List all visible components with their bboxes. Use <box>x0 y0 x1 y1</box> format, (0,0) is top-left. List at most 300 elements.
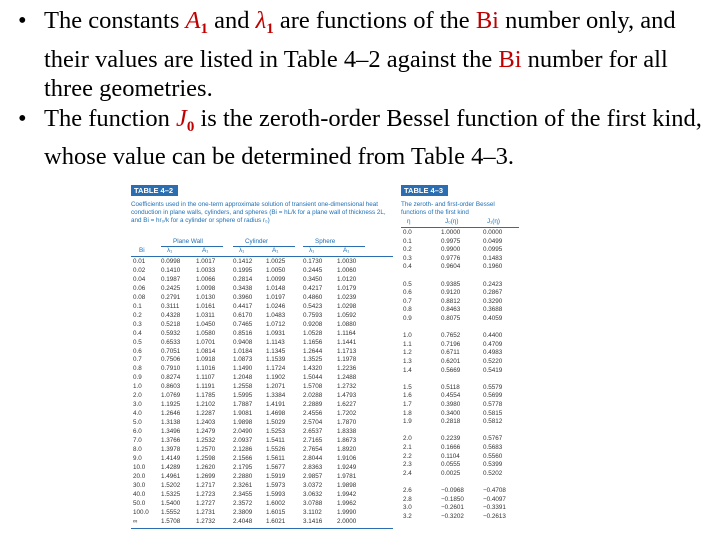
table-cell: 1.1902 <box>266 374 286 382</box>
table-cell: 1.0025 <box>266 258 286 265</box>
table-cell: 0.7506 <box>161 356 181 364</box>
table-cell: 1.2287 <box>196 410 216 418</box>
table-cell: 1.9106 <box>337 454 357 462</box>
table-cell: 1.2732 <box>337 383 357 391</box>
table-cell: 1.6227 <box>337 401 357 409</box>
table-cell: 1.5708 <box>161 517 181 525</box>
table-cell: 1.2717 <box>196 481 216 489</box>
footer-rule <box>131 528 393 529</box>
table-cell: 1.0769 <box>161 392 181 400</box>
table-cell: 1.2570 <box>196 445 216 453</box>
table-cell: 0.2791 <box>161 293 181 301</box>
table-cell: 30.0 <box>133 481 146 489</box>
table-cell: 1.8338 <box>337 428 357 436</box>
table-cell: 1.2699 <box>196 472 216 480</box>
table-cell: 1.9081 <box>233 410 253 418</box>
table-cell: 0.3111 <box>161 302 180 310</box>
table-cell: 2.1566 <box>233 454 253 462</box>
table-cell: 0.4 <box>133 329 142 337</box>
table-cell: 2.2 <box>403 452 412 460</box>
column-header: J₁(η) <box>487 218 500 225</box>
table-cell: 2.9857 <box>303 472 323 480</box>
table-cell: 1.0580 <box>196 329 216 337</box>
table-cell: 1.1107 <box>196 374 215 382</box>
table-cell: 0.9776 <box>441 254 461 262</box>
table-cell: −0.4708 <box>483 487 506 494</box>
table-cell: 1.0873 <box>233 356 253 364</box>
table-cell: 2.2880 <box>233 472 253 480</box>
table-cell: 0.1104 <box>441 452 460 460</box>
table-cell: 1.2732 <box>196 517 216 525</box>
table-cell: 1.0120 <box>337 275 357 283</box>
table-cell: 0.5815 <box>483 409 503 417</box>
column-header: Bi <box>139 247 145 254</box>
bullet-text: are functions of the <box>273 7 476 34</box>
table-cell: 1.5526 <box>266 445 286 453</box>
table-cell: 1.2532 <box>196 437 216 444</box>
table-cell: 1.1925 <box>161 401 181 409</box>
table-cell: 1.1713 <box>337 347 357 355</box>
table-cell: 0.5579 <box>483 383 503 391</box>
table-cell: 2.3 <box>403 461 412 469</box>
table-cell: 1.0098 <box>196 284 216 292</box>
table-cell: −0.2601 <box>441 504 464 512</box>
table-cell: 1.1191 <box>196 383 215 391</box>
table-cell: 1.2488 <box>337 374 357 382</box>
table-cell: 0.2239 <box>441 435 461 443</box>
table-cell: 1.0298 <box>337 302 357 310</box>
table-cell: 0.9 <box>133 374 142 382</box>
table-cell: −0.3391 <box>483 504 506 512</box>
table-cell: 0.6 <box>403 289 412 297</box>
table-cell: 0.0499 <box>483 237 503 245</box>
table-cell: 1.8673 <box>337 437 357 444</box>
table-cell: 0.6711 <box>441 349 460 357</box>
bullet-text: The function <box>44 104 176 132</box>
table-cell: 1.3 <box>403 358 412 365</box>
table-cell: 0.7465 <box>233 320 253 328</box>
table-cell: 1.5708 <box>303 383 323 391</box>
table-cell: 0.1410 <box>161 266 181 274</box>
column-header: A₁ <box>343 247 350 254</box>
table-cell: 0.4983 <box>483 349 503 357</box>
table-cell: −0.2613 <box>483 512 506 520</box>
table-cell: 0.9408 <box>233 338 253 346</box>
table-cell: 0.1 <box>403 237 412 245</box>
table-cell: 0.7593 <box>303 311 323 319</box>
table-cell: 0.4328 <box>161 311 181 319</box>
bullet-item <box>18 6 718 104</box>
table-cell: 0.06 <box>133 284 146 292</box>
table-cell: 1.1656 <box>303 338 323 346</box>
table-cell: 0.3450 <box>303 275 323 283</box>
table-cell: 1.2731 <box>196 508 216 516</box>
table-cell: 0.1483 <box>483 254 503 262</box>
table-cell: 1.2403 <box>196 419 216 427</box>
table-4-2-caption: Coefficients used in the one-term approximate solution of transient one-dimensional heat conduction in plane walls, cylinders, and spheres (Bi = hL/k for a plane wall of thickness 2L, and Bi = hr₀/k for a cylinder or sphere of radius r₀) <box>131 201 386 224</box>
table-cell: 1.7870 <box>337 419 357 427</box>
table-cell: 0.4217 <box>303 284 323 292</box>
table-cell: 2.1795 <box>233 463 253 471</box>
table-cell: 1.1164 <box>337 329 356 337</box>
table-cell: 0.5 <box>133 338 142 346</box>
table-cell: 0.9975 <box>441 237 461 245</box>
table-cell: 3.2 <box>403 512 412 520</box>
table-cell: 0.3438 <box>233 284 253 292</box>
table-cell: 0.3 <box>403 254 412 262</box>
table-cell: 1.5325 <box>161 490 181 498</box>
bullet-item <box>18 104 718 172</box>
table-cell: 1.5611 <box>266 454 285 462</box>
table-cell: 1.1143 <box>266 338 285 346</box>
column-header: λ₁ <box>239 247 245 254</box>
math-symbol: J <box>176 104 187 132</box>
table-cell: 3.1416 <box>303 517 323 525</box>
table-cell: 2.0 <box>133 392 142 400</box>
table-cell: 3.0632 <box>303 490 323 498</box>
table-cell: 0.5932 <box>161 329 181 337</box>
table-4-3-caption: The zeroth- and first-order Bessel functions of the first kind <box>401 201 495 216</box>
table-cell: 1.7 <box>403 401 412 408</box>
table-cell: 1.2727 <box>196 499 216 507</box>
table-cell: 1.0000 <box>441 229 461 236</box>
table-cell: 1.9990 <box>337 508 357 516</box>
table-cell: 0.8812 <box>441 297 461 305</box>
table-4-3-label: TABLE 4–3 <box>401 185 448 196</box>
table-cell: 1.1441 <box>337 338 357 346</box>
table-cell: 1.9249 <box>337 463 357 471</box>
table-cell: 0.4860 <box>303 293 323 301</box>
table-cell: 1.4793 <box>337 392 357 400</box>
table-cell: 100.0 <box>133 508 149 516</box>
table-cell: 0.9208 <box>303 320 323 328</box>
table-cell: 0.2423 <box>483 280 503 288</box>
table-cell: 2.0490 <box>233 428 253 436</box>
table-cell: 2.3572 <box>233 499 253 507</box>
table-cell: 1.0179 <box>337 284 357 292</box>
table-cell: 0.5399 <box>483 461 503 469</box>
table-cell: 1.0528 <box>303 329 323 337</box>
table-cell: 0.1 <box>133 302 142 310</box>
table-cell: 0.3 <box>133 320 142 328</box>
table-cell: 1.4289 <box>161 463 181 471</box>
table-cell: 8.0 <box>133 445 142 453</box>
table-cell: 1.2646 <box>161 410 181 418</box>
table-cell: 2.3455 <box>233 490 253 498</box>
header-rule <box>131 256 393 257</box>
table-cell: −0.4097 <box>483 495 506 503</box>
table-cell: 0.5683 <box>483 444 503 451</box>
table-cell: 0.9385 <box>441 280 461 288</box>
table-cell: 1.0931 <box>266 329 286 337</box>
table-cell: 1.0311 <box>196 311 215 319</box>
table-cell: 1.6 <box>403 392 412 400</box>
table-cell: 1.2236 <box>337 365 357 373</box>
table-cell: 3.0 <box>403 504 412 512</box>
table-cell: 0.5218 <box>161 320 181 328</box>
table-cell: 0.5202 <box>483 469 503 477</box>
table-cell: 0.7 <box>403 297 412 305</box>
table-cell: 0.8075 <box>441 315 461 322</box>
table-cell: 1.1724 <box>266 365 286 373</box>
column-header: A₁ <box>272 247 279 254</box>
table-4-2-label: TABLE 4–2 <box>131 185 178 196</box>
table-cell: 1.1016 <box>196 365 216 373</box>
table-cell: 0.4400 <box>483 332 503 340</box>
table-cell: 1.4 <box>403 366 412 374</box>
table-cell: 1.0017 <box>196 258 216 265</box>
table-cell: 20.0 <box>133 472 146 480</box>
table-cell: 0.5767 <box>483 435 503 443</box>
column-group-header: Sphere <box>315 238 336 245</box>
table-cell: 10.0 <box>133 463 146 471</box>
table-cell: 0.01 <box>133 258 146 265</box>
table-cell: 1.2048 <box>233 374 253 382</box>
table-cell: 50.0 <box>133 499 146 507</box>
table-cell: 0.5 <box>403 280 412 288</box>
table-cell: 2.1286 <box>233 445 253 453</box>
table-cell: 1.0701 <box>196 338 216 346</box>
table-cell: 1.3766 <box>161 437 181 444</box>
table-cell: 0.4059 <box>483 315 503 322</box>
table-cell: 2.7654 <box>303 445 323 453</box>
table-cell: 0.7910 <box>161 365 181 373</box>
table-cell: 1.5253 <box>266 428 286 436</box>
table-cell: 0.1666 <box>441 444 461 451</box>
table-cell: 1.4149 <box>161 454 181 462</box>
table-cell: 0.2425 <box>161 284 181 292</box>
table-cell: 1.0060 <box>337 266 357 274</box>
table-cell: 1.9898 <box>233 419 253 427</box>
table-cell: 0.7051 <box>161 347 181 355</box>
table-cell: 0.5220 <box>483 358 503 365</box>
table-cell: 0.4 <box>403 263 412 271</box>
table-cell: 0.6 <box>133 347 142 355</box>
table-cell: 0.8463 <box>441 306 461 314</box>
table-cell: 1.0814 <box>196 347 216 355</box>
table-cell: 1.1785 <box>196 392 216 400</box>
table-cell: 1.5202 <box>161 481 181 489</box>
table-cell: 0.2 <box>133 311 142 319</box>
table-cell: 0.02 <box>133 266 146 274</box>
table-cell: 5.0 <box>133 419 142 427</box>
table-cell: 1.0246 <box>266 302 286 310</box>
table-cell: 1.6002 <box>266 499 286 507</box>
table-cell: 0.2867 <box>483 289 503 297</box>
table-cell: 0.9900 <box>441 246 461 254</box>
table-cell: 0.2818 <box>441 418 461 426</box>
table-cell: 1.1978 <box>337 356 357 364</box>
table-cell: −0.1850 <box>441 495 464 503</box>
table-cell: 2.4048 <box>233 517 253 525</box>
table-cell: 0.0995 <box>483 246 503 254</box>
table-cell: 1.0161 <box>196 302 216 310</box>
table-cell: 0.5560 <box>483 452 503 460</box>
table-cell: 6.0 <box>133 428 142 436</box>
table-cell: 0.1960 <box>483 263 503 271</box>
table-cell: 0.2814 <box>233 275 253 283</box>
bullet-text: The constants <box>44 7 186 34</box>
table-cell: 1.2102 <box>196 401 216 409</box>
math-symbol: A <box>185 7 201 34</box>
column-header: A₁ <box>202 247 209 254</box>
table-cell: 1.8 <box>403 409 412 417</box>
table-cell: 0.5423 <box>303 302 323 310</box>
column-header: λ₁ <box>309 247 315 254</box>
table-cell: 9.0 <box>133 454 142 462</box>
table-cell: 1.0450 <box>196 320 216 328</box>
table-cell: 0.6170 <box>233 311 253 319</box>
table-cell: 1.0099 <box>266 275 286 283</box>
table-cell: 0.5699 <box>483 392 503 400</box>
table-cell: 0.2445 <box>303 266 323 274</box>
table-cell: −0.3202 <box>441 512 464 520</box>
table-cell: 0.8 <box>403 306 412 314</box>
table-cell: 1.0184 <box>233 347 253 355</box>
table-cell: 0.6533 <box>161 338 181 346</box>
table-cell: 1.0050 <box>266 266 286 274</box>
table-cell: 7.0 <box>133 437 142 444</box>
table-cell: 1.0712 <box>266 320 286 328</box>
table-cell: 1.4320 <box>303 365 323 373</box>
table-cell: 1.0033 <box>196 266 216 274</box>
table-cell: 1.5 <box>403 383 412 391</box>
table-cell: 2.6 <box>403 487 412 494</box>
table-cell: 1.8920 <box>337 445 357 453</box>
table-cell: 0.4709 <box>483 340 503 348</box>
table-cell: 1.2558 <box>233 383 253 391</box>
table-cell: 0.5778 <box>483 401 503 408</box>
table-cell: 1.6021 <box>266 517 286 525</box>
table-cell: 2.2889 <box>303 401 323 409</box>
table-cell: 0.1412 <box>233 258 253 265</box>
column-header: η <box>407 218 411 225</box>
table-cell: 0.0025 <box>441 469 461 477</box>
math-subscript: 0 <box>186 118 195 135</box>
table-cell: 0.5118 <box>441 383 460 391</box>
table-cell: 0.0000 <box>483 229 503 236</box>
table-cell: 1.0483 <box>266 311 286 319</box>
table-cell: 2.4 <box>403 469 412 477</box>
table-cell: 1.2644 <box>303 347 323 355</box>
table-cell: 1.3138 <box>161 419 181 427</box>
table-cell: 0.4417 <box>233 302 253 310</box>
table-cell: 2.8 <box>403 495 412 503</box>
table-cell: 1.1345 <box>266 347 286 355</box>
table-cell: 1.4961 <box>161 472 181 480</box>
math-subscript: 1 <box>200 21 208 37</box>
table-cell: 0.9 <box>403 315 412 322</box>
table-cell: 0.1730 <box>303 258 323 265</box>
table-cell: 1.9 <box>403 418 412 426</box>
table-cell: 40.0 <box>133 490 146 498</box>
table-cell: 0.9120 <box>441 289 461 297</box>
table-cell: 1.5995 <box>233 392 253 400</box>
table-cell: 1.5993 <box>266 490 286 498</box>
table-cell: 1.4191 <box>266 401 286 409</box>
table-cell: 0.0 <box>403 229 412 236</box>
table-cell: 0.8274 <box>161 374 181 382</box>
table-cell: 2.3809 <box>233 508 253 516</box>
table-cell: 2.3261 <box>233 481 253 489</box>
bullet-list <box>18 6 718 172</box>
highlighted-term: Bi <box>498 45 522 73</box>
table-cell: 0.7196 <box>441 340 461 348</box>
table-cell: 1.3978 <box>161 445 181 453</box>
table-cell: 1.7887 <box>233 401 253 409</box>
table-cell: 3.0788 <box>303 499 323 507</box>
table-cell: 1.4698 <box>266 410 286 418</box>
table-cell: 0.5419 <box>483 366 503 374</box>
table-cell: 0.3400 <box>441 409 461 417</box>
table-cell: 2.0288 <box>303 392 323 400</box>
table-cell: 0.5812 <box>483 418 503 426</box>
table-cell: 1.5400 <box>161 499 181 507</box>
table-4-2 <box>131 180 393 526</box>
table-cell: 1.2620 <box>196 463 216 471</box>
column-group-header: Plane Wall <box>173 238 203 245</box>
table-cell: 1.0880 <box>337 320 357 328</box>
table-cell: 3.0372 <box>303 481 323 489</box>
math-symbol: λ <box>255 7 267 34</box>
bullet-marker: • <box>18 7 27 34</box>
table-cell: 0.3960 <box>233 293 253 301</box>
table-cell: 0.0555 <box>441 461 461 469</box>
table-cell: 0.3688 <box>483 306 503 314</box>
table-cell: 1.0 <box>403 332 412 340</box>
table-cell: 2.0 <box>403 435 412 443</box>
column-group-header: Cylinder <box>245 238 269 245</box>
table-cell: 2.7165 <box>303 437 323 444</box>
table-cell: 2.6537 <box>303 428 323 436</box>
table-cell: 0.7 <box>133 356 142 364</box>
column-header: J₀(η) <box>445 218 459 225</box>
table-cell: 2.0937 <box>233 437 253 444</box>
bullet-text: number only, and their values are listed in Table 4–2 against the <box>44 7 676 73</box>
table-cell: 1.6015 <box>266 508 286 516</box>
column-header: λ₁ <box>167 247 173 254</box>
table-cell: 2.1 <box>403 444 412 451</box>
bullet-text: is the zeroth-order Bessel function of the first kind, whose value can be determined from Table 4–3. <box>44 104 702 170</box>
table-cell: 1.3384 <box>266 392 286 400</box>
table-cell: 2.4556 <box>303 410 323 418</box>
table-cell: 1.9962 <box>337 499 357 507</box>
table-cell: 1.5552 <box>161 508 181 516</box>
table-cell: 1.5044 <box>303 374 323 382</box>
table-cell: 3.1102 <box>303 508 322 516</box>
table-cell: 1.5029 <box>266 419 286 427</box>
table-cell: 4.0 <box>133 410 142 418</box>
table-cell: 2.5704 <box>303 419 323 427</box>
table-cell: 1.7202 <box>337 410 357 418</box>
header-rule <box>401 227 519 228</box>
table-cell: 0.08 <box>133 293 146 301</box>
table-cell: 0.04 <box>133 275 146 283</box>
table-cell: 0.6201 <box>441 358 461 365</box>
table-cell: 1.0148 <box>266 284 286 292</box>
table-cell: ∞ <box>133 517 138 525</box>
table-cell: 0.8516 <box>233 329 253 337</box>
table-cell: 1.5919 <box>266 472 286 480</box>
table-cell: 1.0066 <box>196 275 216 283</box>
bullet-text: number for all three geometries. <box>44 45 668 102</box>
table-cell: 0.7652 <box>441 332 461 340</box>
table-cell: 0.8 <box>133 365 142 373</box>
table-cell: 0.0998 <box>161 258 181 265</box>
math-subscript: 1 <box>266 21 274 37</box>
table-cell: 2.0000 <box>337 517 357 525</box>
highlighted-term: Bi <box>475 7 499 34</box>
